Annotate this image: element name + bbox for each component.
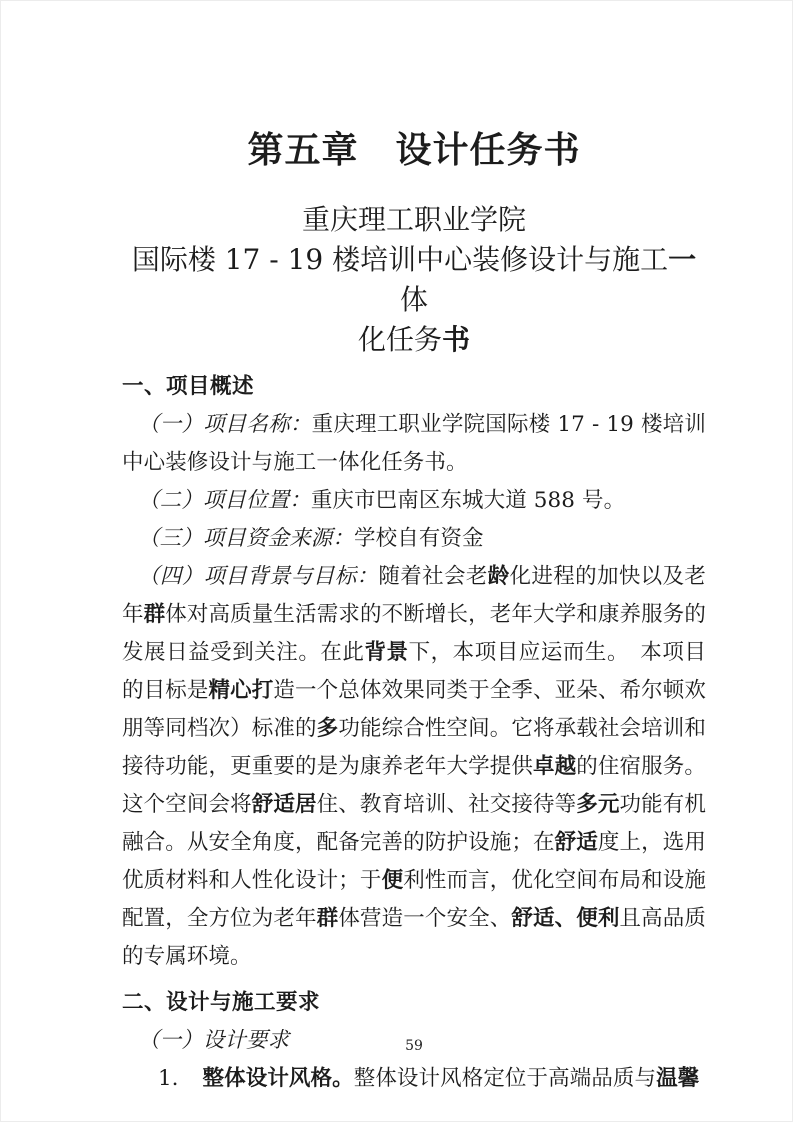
- page-number: 59: [405, 1038, 423, 1054]
- project-background-paragraph: （四）项目背景与目标：随着社会老龄化进程的加快以及老年群体对高质量生活需求的不断增长，老年大学和康养服务的发展日益受到关注。在此背景下，本项目应运而生。 本项目的目标是精心打造一个总体效果同类于全季、亚朵、希尔顿欢朋等同档次）标准的多功能综合性空间。它将承载社会培训和接待功能，更重要的是为康养老年大学提供卓越的住宿服务。这个空间会将舒适居住、教育培训、社交接待等多元功能有机融合。从安全角度，配备完善的防护设施；在舒适度上，选用优质材料和人性化设计；于便利性而言，优化空间布局和设施配置，全方位为老年群体营造一个安全、舒适、便利且高品质的专属环境。: [122, 564, 707, 969]
- document-title: [122, 200, 706, 360]
- document-title-line-1: 重庆理工职业学院: [301, 203, 526, 236]
- document-title-line-3: 化任务书: [357, 323, 471, 356]
- design-item-1-paragraph: 1. 整体设计风格。整体设计风格定位于高端品质与温馨: [158, 1066, 700, 1091]
- section-2-heading: 二、设计与施工要求: [122, 990, 321, 1015]
- chapter-title: 第五章 设计任务书: [247, 129, 581, 171]
- document-title-line-2: 国际楼 17 - 19 楼培训中心装修设计与施工一体: [131, 243, 697, 316]
- project-name-paragraph: （一）项目名称：重庆理工职业学院国际楼 17 - 19 楼培训中心装修设计与施工一体化任务书。: [122, 412, 706, 475]
- section-1-heading: 一、项目概述: [122, 374, 255, 399]
- document-content: [122, 0, 706, 1098]
- project-funding-paragraph: （三）项目资金来源：学校自有资金: [138, 526, 484, 551]
- design-requirements-subheading: （一）设计要求: [138, 1028, 290, 1053]
- project-location-paragraph: （二）项目位置：重庆市巴南区东城大道 588 号。: [138, 488, 626, 513]
